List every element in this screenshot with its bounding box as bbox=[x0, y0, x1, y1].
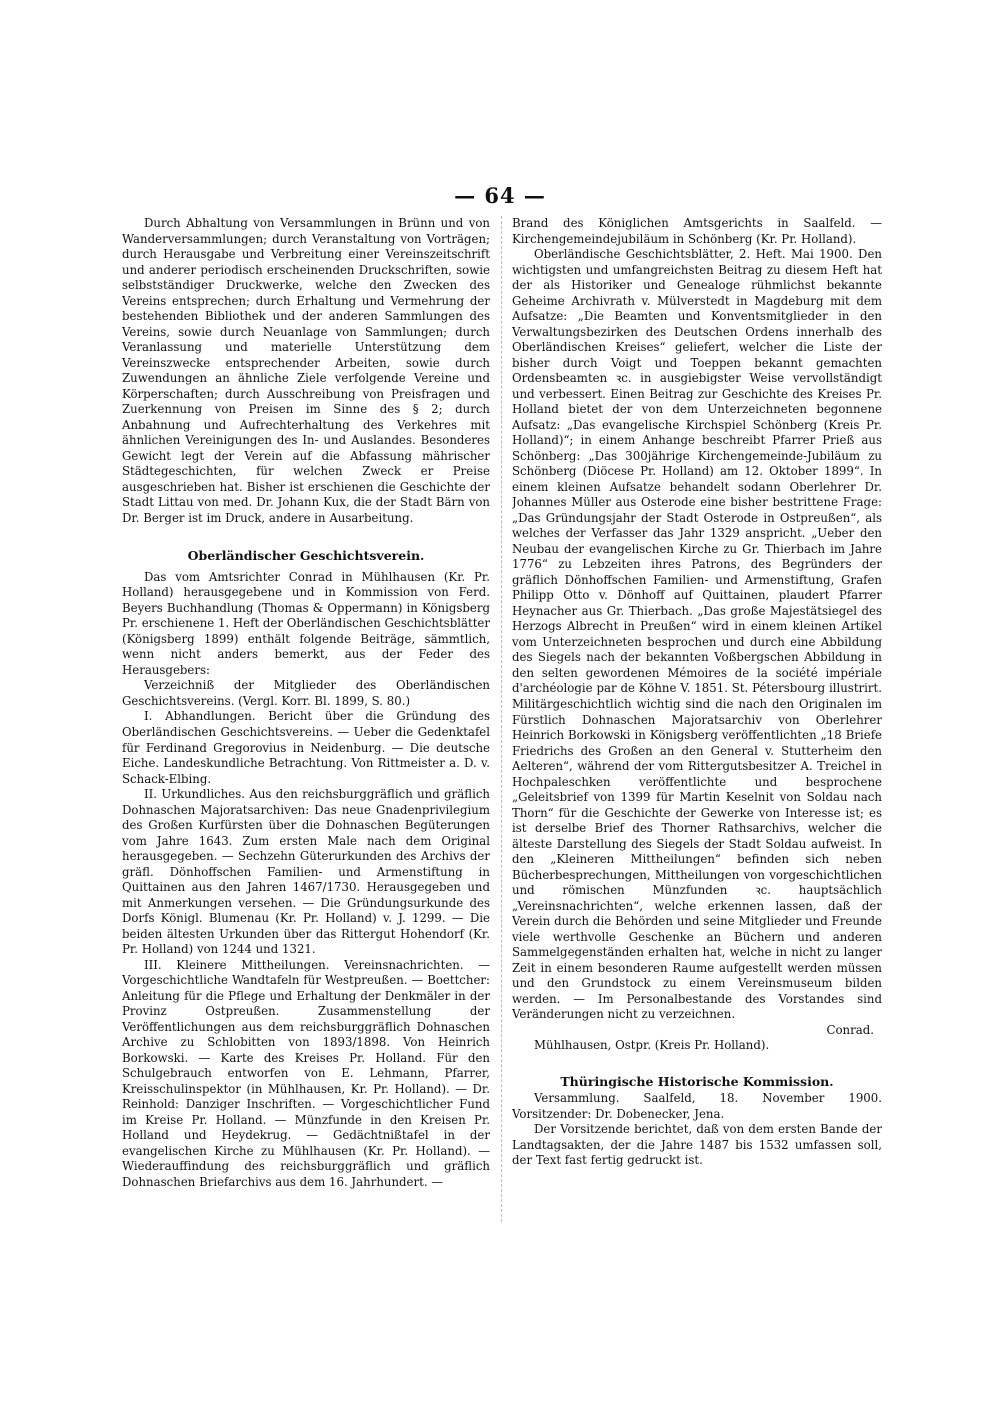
left-paragraph-1: Durch Abhaltung von Versammlungen in Brünn und von Wanderversammlungen; durch Veranstaltung von Vorträgen; durch Herausgabe und Verbreitung einer Vereinszeitschrift und anderer periodisch erscheinenden Druckschriften, sowie selbstständiger Druckwerke, welche den Zwecken des Vereins entsprechen; durch Erhaltung und Vermehrung der bestehenden Bibliothek und der anderen Sammlungen des Vereins, sowie durch Neuanlage von Sammlungen; durch Veranlassung und materielle Unterstützung dem Vereinszwecke entsprechender Arbeiten, sowie durch Zuwendungen an ähnliche Ziele verfolgende Vereine und Körperschaften; durch Ausschreibung von Preisfragen und Zuerkennung von Preisen im Sinne des § 2; durch Anbahnung und Aufrechterhaltung des Verkehres mit ähnlichen Vereinigungen des In- und Auslandes. Besonderes Gewicht legt der Verein auf die Abfassung mährischer Städtegeschichten, für welchen Zweck er Preise ausgeschrieben hat. Bisher ist erschienen die Geschichte der Stadt Littau von med. Dr. Johann Kux, die der Stadt Bärn von Dr. Berger ist im Druck, andere in Ausarbeitung. bbox=[122, 216, 490, 525]
left-paragraph-2: Das vom Amtsrichter Conrad in Mühlhausen (Kr. Pr. Holland) herausgegebene und in Kommission von Ferd. Beyers Buchhandlung (Thomas & Oppermann) in Königsberg Pr. erschienene 1. Heft der Oberländischen Geschichtsblätter (Königsberg 1899) enthält folgende Beiträge, sämmtlich, wenn nicht anders bemerkt, aus der Feder des Herausgebers: bbox=[122, 569, 490, 677]
left-paragraph-6: III. Kleinere Mittheilungen. Vereinsnachrichten. — Vorgeschichtliche Wandtafeln für Westpreußen. — Boettcher: Anleitung für die Pflege und Erhaltung der Denkmäler in der Provinz Ostpreußen. Zusammenstellung der Veröffentlichungen aus dem reichsburggräflich Dohnaschen Archive zu Schlobitten von 1893/1898. Von Heinrich Borkowski. — Karte des Kreises Pr. Holland. Für den Schulgebrauch entworfen von E. Lehmann, Pfarrer, Kreisschulinspektor (in Mühlhausen, Kr. Pr. Holland). — Dr. Reinhold: Danziger Inschriften. — Vorgeschichtlicher Fund im Kreise Pr. Holland. — Münzfunde in den Kreisen Pr. Holland und Heydekrug. — Gedächtnißtafel in der evangelischen Kirche zu Mühlhausen (Kr. Pr. Holland). — Wiederauffindung des reichsburggräflich und gräflich Dohnaschen Briefarchivs aus dem 16. Jahrhundert. — bbox=[122, 957, 490, 1189]
left-paragraph-4: I. Abhandlungen. Bericht über die Gründung des Oberländischen Geschichtsvereins. — Ueber die Gedenktafel für Ferdinand Gregorovius in Neidenburg. — Die deutsche Eiche. Landeskundliche Betrachtung. Von Rittmeister a. D. v. Schack-Elbing. bbox=[122, 709, 490, 786]
page-number: — 64 — bbox=[454, 183, 546, 208]
left-paragraph-3: Verzeichniß der Mitglieder des Oberländischen Geschichtsvereins. (Vergl. Korr. Bl. 1899, S. 80.) bbox=[122, 678, 490, 708]
column-divider bbox=[501, 216, 502, 1222]
right-column bbox=[512, 216, 882, 1222]
signature-location: Mühlhausen, Ostpr. (Kreis Pr. Holland). bbox=[534, 1038, 770, 1053]
right-paragraph-4: Der Vorsitzende berichtet, daß von dem ersten Bande der Landtagsakten, der die Jahre 1487 bis 1532 umfassen soll, der Text fast fertig gedruckt ist. bbox=[512, 1122, 882, 1168]
right-paragraph-1: Brand des Königlichen Amtsgerichts in Saalfeld. — Kirchengemeindejubiläum in Schönberg (Kr. Pr. Holland). bbox=[512, 216, 882, 246]
left-column bbox=[122, 216, 490, 1222]
right-paragraph-2: Oberländische Geschichtsblätter, 2. Heft. Mai 1900. Den wichtigsten und umfangreichsten Beitrag zu diesem Heft hat der als Historiker und Genealoge rühmlichst bekannte Geheime Archivrath v. Mülverstedt in Magdeburg mit dem Aufsatze: „Die Beamten und Konventsmitglieder in den Verwaltungsbezirken des Deutschen Ordens innerhalb des Oberländischen Kreises“ geliefert, welcher die Liste der bisher durch Voigt und Toeppen bekannt gemachten Ordensbeamten ꝛc. in ausgiebigster Weise vervollständigt und verbessert. Einen Beitrag zur Geschichte des Kreises Pr. Holland bietet der von dem Unterzeichneten begonnene Aufsatz: „Das evangelische Kirchspiel Schönberg (Kreis Pr. Holland)“; in einem Anhange beschreibt Pfarrer Prieß aus Schönberg: „Das 300jährige Kirchengemeinde-Jubiläum zu Schönberg (Diöcese Pr. Holland) am 12. Oktober 1899“. In einem kleinen Aufsatze behandelt sodann Oberlehrer Dr. Johannes Müller aus Osterode eine bisher bestrittene Frage: „Das Gründungsjahr der Stadt Osterode in Ostpreußen“, als welches der Verfasser das Jahr 1329 anspricht. „Ueber den Neubau der evangelischen Kirche zu Gr. Thierbach im Jahre 1776“ zu Lebzeiten ihres Patrons, des Begründers der gräflich Dönhoffschen Familien- und Armenstiftung, Grafen Philipp Otto v. Dönhoff auf Quittainen, plaudert Pfarrer Heynacher aus Gr. Thierbach. „Das große Majestätsiegel des Herzogs Albrecht in Preußen“ wird in einem kleinen Artikel vom Unterzeichneten besprochen und durch eine Abbildung des Siegels nach der bekannten Voßbergschen Abbildung in den selten gewordenen Mémoires de la société impériale d'archéologie par de Köhne V. 1851. St. Pétersbourg illustrirt. Militärgeschichtlich wichtig sind die nach den Originalen im Fürstlich Dohnaschen Majoratsarchiv von Oberlehrer Heinrich Borkowski in Königsberg veröffentlichten „18 Briefe Friedrichs des Großen an den General v. Stutterheim den Aelteren“, während der vom Rittergutsbesitzer A. Treichel in Hochpaleschken veröffentlichte und besprochene „Geleitsbrief von 1399 für Martin Keselnit von Soldau nach Thorn“ für die Geschichte der Gewerke von Interesse ist; es ist derselbe Brief des Thorner Rathsarchivs, welcher die älteste Darstellung des Siegels der Stadt Soldau aufweist. In den „Kleineren Mittheilungen“ befinden sich neben Bücherbesprechungen, Mittheilungen von vorgeschichtlichen und römischen Münzfunden ꝛc. hauptsächlich „Vereinsnachrichten“, welche erkennen lassen, daß der Verein durch die Behörden und seine Mitglieder und Freunde viele werthvolle Geschenke an Büchern und anderen Sammelgegenständen erhalten hat, welche in nicht zu langer Zeit in einem besonderen Raume aufgestellt werden müssen und den Grundstock zu einem Vereinsmuseum bilden werden. — Im Personalbestande des Vorstandes sind Veränderungen nicht zu verzeichnen. bbox=[512, 247, 882, 1022]
right-paragraph-3: Versammlung. Saalfeld, 18. November 1900. Vorsitzender: Dr. Dobenecker, Jena. bbox=[512, 1091, 882, 1121]
section-heading-oberlaendischer: Oberländischer Geschichtsverein. bbox=[187, 548, 425, 564]
section-heading-thueringische: Thüringische Historische Kommission. bbox=[560, 1073, 834, 1089]
signature: Conrad. bbox=[826, 1022, 874, 1037]
left-paragraph-5: II. Urkundliches. Aus den reichsburggräflich und gräflich Dohnaschen Majoratsarchiven: Das neue Gnadenprivilegium des Großen Kurfürsten über die Dohnaschen Begüterungen vom Jahre 1643. Zum ersten Male nach dem Original herausgegeben. — Sechzehn Güterurkunden des Archivs der gräfl. Dönhoffschen Familien- und Armenstiftung in Quittainen aus den Jahren 1467/1730. Herausgegeben und mit Anmerkungen versehen. — Die Gründungsurkunde des Dorfs Königl. Blumenau (Kr. Pr. Holland) v. J. 1299. — Die beiden ältesten Urkunden über das Rittergut Hohendorf (Kr. Pr. Holland) von 1244 und 1321. bbox=[122, 787, 490, 957]
